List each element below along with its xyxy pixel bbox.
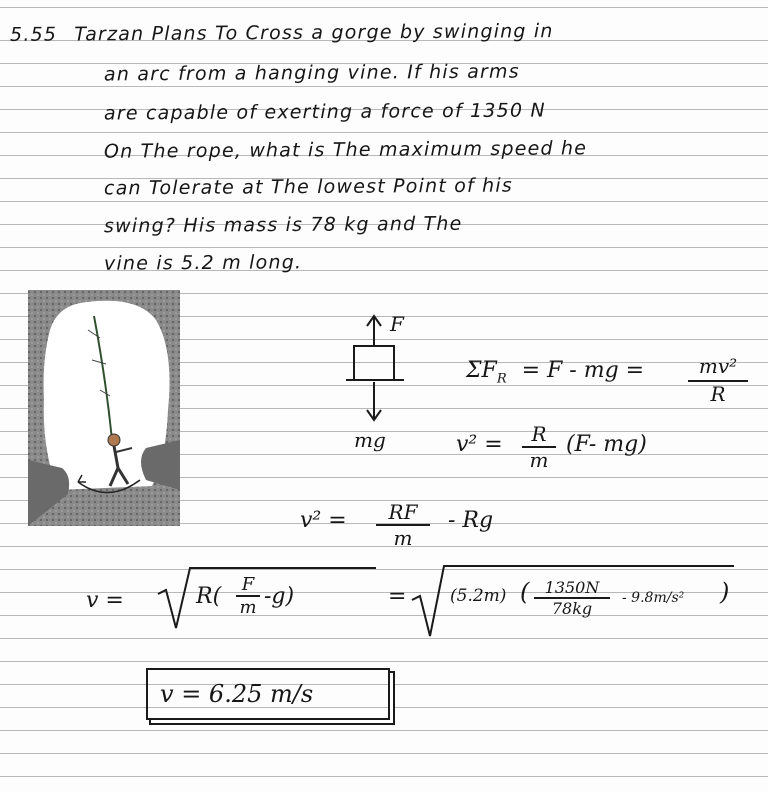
- problem-line-7: vine is 5.2 m long.: [103, 251, 303, 275]
- radical-f-numerator: F: [236, 574, 260, 597]
- v-squared-numerator: R: [522, 422, 556, 448]
- radical-minus-g: -g): [264, 584, 295, 609]
- radical-f-over-m: [236, 574, 260, 618]
- equation-v-lhs: v =: [86, 588, 124, 613]
- v-squared-denominator: m: [529, 448, 549, 472]
- numeric-paren-close: ): [720, 578, 730, 606]
- v-squared-b-rhs: - Rg: [448, 508, 494, 533]
- numeric-radius: (5.2m): [450, 586, 507, 606]
- numeric-gravity-term: - 9.8m/s²: [622, 590, 685, 606]
- problem-line-6: swing? His mass is 78 kg and The: [103, 212, 463, 238]
- answer-box: [146, 668, 390, 720]
- force-up-label: F: [390, 312, 404, 336]
- radical-m-denominator: m: [239, 597, 257, 618]
- final-answer: v = 6.25 m/s: [160, 680, 314, 708]
- force-down-label: mg: [354, 428, 386, 452]
- net-force-sum: ΣF: [466, 358, 497, 383]
- equation-v-squared-b-lhs: v² =: [300, 508, 347, 533]
- equation-v-equals: =: [388, 584, 407, 609]
- net-force-middle: = F - mg =: [521, 358, 645, 383]
- net-force-subscript: R: [496, 371, 507, 387]
- net-force-denominator: R: [710, 382, 726, 406]
- equation-v-squared-lhs: v² =: [456, 432, 503, 457]
- problem-text-1: Tarzan Plans To Cross a gorge by swinging in: [74, 20, 554, 46]
- v-squared-b-denominator: m: [393, 526, 413, 550]
- numeric-paren-open: (: [520, 578, 530, 606]
- problem-line-5: can Tolerate at The lowest Point of his: [103, 174, 514, 200]
- numeric-mass-denominator: 78kg: [551, 599, 593, 618]
- v-squared-rhs: (F- mg): [566, 432, 647, 457]
- problem-line-3: are capable of exerting a force of 1350 N: [103, 99, 546, 125]
- radical-r-open: R(: [196, 584, 222, 609]
- problem-line-4: On The rope, what is The maximum speed he: [103, 137, 588, 163]
- numeric-force-numerator: 1350N: [534, 578, 610, 599]
- net-force-numerator: mv²: [688, 354, 748, 382]
- v-squared-b-numerator: RF: [376, 500, 430, 526]
- problem-number: 5.55: [9, 23, 58, 46]
- numeric-force-fraction: [534, 578, 610, 618]
- problem-line-2: an arc from a hanging vine. If his arms: [103, 60, 520, 86]
